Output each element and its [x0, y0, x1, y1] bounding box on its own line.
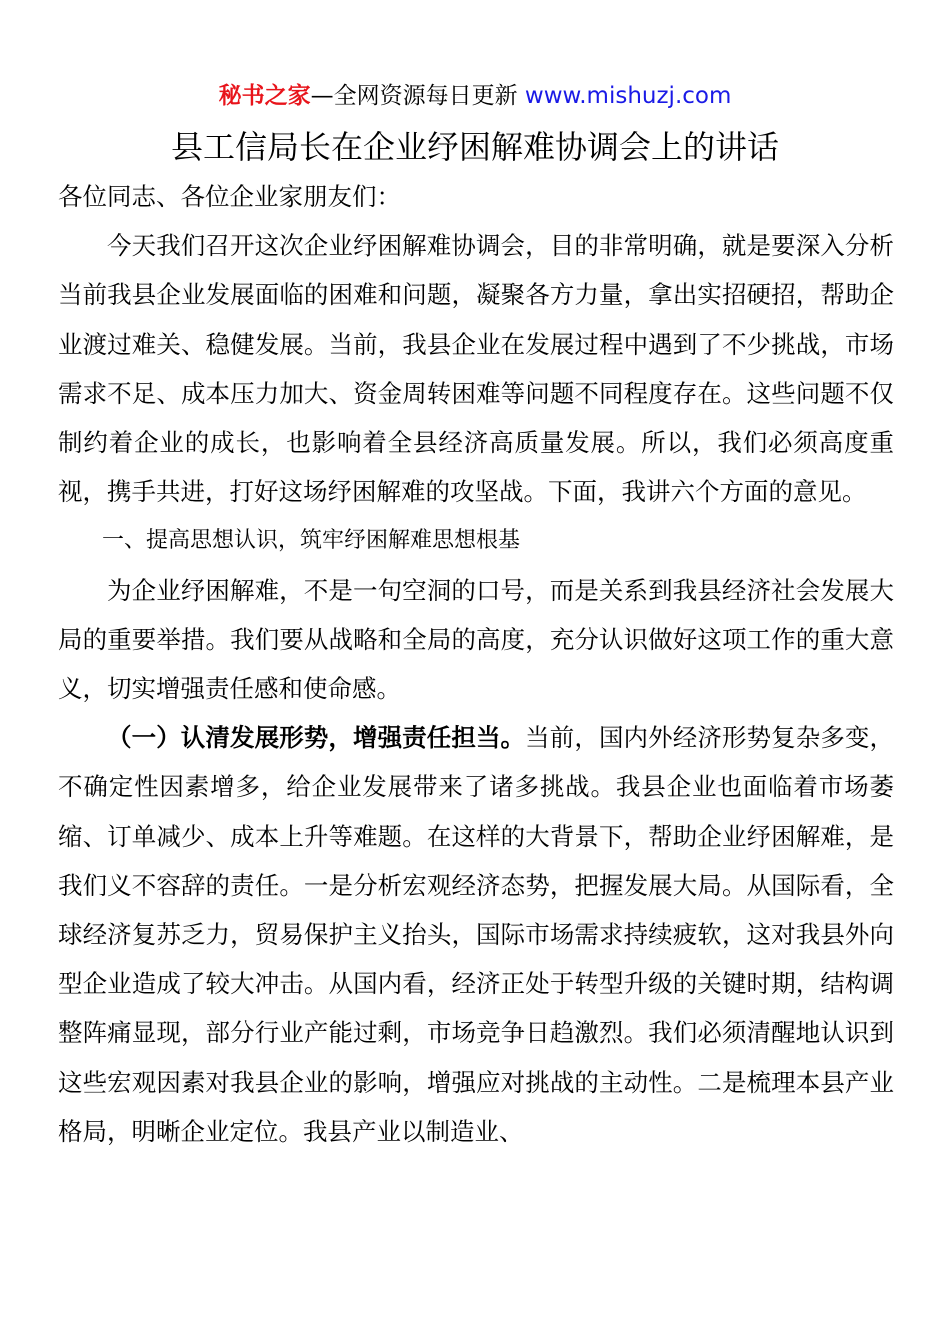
- subsection-heading: （一）认清发展形势，增强责任担当。: [107, 723, 526, 753]
- document-body: [58, 172, 894, 1156]
- section-heading: 一、提高思想认识，筑牢纾困解难思想根基: [102, 528, 521, 554]
- subsection-paragraph: [58, 713, 894, 1156]
- site-header: [0, 80, 950, 112]
- intro-paragraph: 今天我们召开这次企业纾困解难协调会，目的非常明确，就是要深入分析当前我县企业发展面临的困难和问题，凝聚各方力量，拿出实招硬招，帮助企业渡过难关、稳健发展。当前，我县企业在发展过程中遇到了不少挑战，市场需求不足、成本压力加大、资金周转困难等问题不同程度存在。这些问题不仅制约着企业的成长，也影响着全县经济高质量发展。所以，我们必须高度重视，携手共进，打好这场纾困解难的攻坚战。下面，我讲六个方面的意见。: [58, 231, 894, 507]
- brand-name: 秘书之家: [218, 83, 311, 109]
- salutation: 各位同志、各位企业家朋友们：: [58, 182, 401, 211]
- subsection-body: 当前，国内外经济形势复杂多变，不确定性因素增多，给企业发展带来了诸多挑战。我县企业也面临着市场萎缩、订单减少、成本上升等难题。在这样的大背景下，帮助企业纾困解难，是我们义不容辞的责任。一是分析宏观经济态势，把握发展大局。从国际看，全球经济复苏乏力，贸易保护主义抬头，国际市场需求持续疲软，这对我县外向型企业造成了较大冲击。从国内看，经济正处于转型升级的关键时期，结构调整阵痛显现，部分行业产能过剩，市场竞争日趋激烈。我们必须清醒地认识到这些宏观因素对我县企业的影响，增强应对挑战的主动性。二是梳理本县产业格局，明晰企业定位。我县产业以制造业、: [58, 723, 895, 1146]
- header-slogan: —全网资源每日更新: [310, 83, 525, 109]
- site-url-link[interactable]: www.mishuzj.com: [524, 83, 732, 109]
- document-title: 县工信局长在企业纾困解难协调会上的讲话: [170, 128, 779, 166]
- section-paragraph: 为企业纾困解难，不是一句空洞的口号，而是关系到我县经济社会发展大局的重要举措。我们要从战略和全局的高度，充分认识做好这项工作的重大意义，切实增强责任感和使命感。: [58, 575, 894, 704]
